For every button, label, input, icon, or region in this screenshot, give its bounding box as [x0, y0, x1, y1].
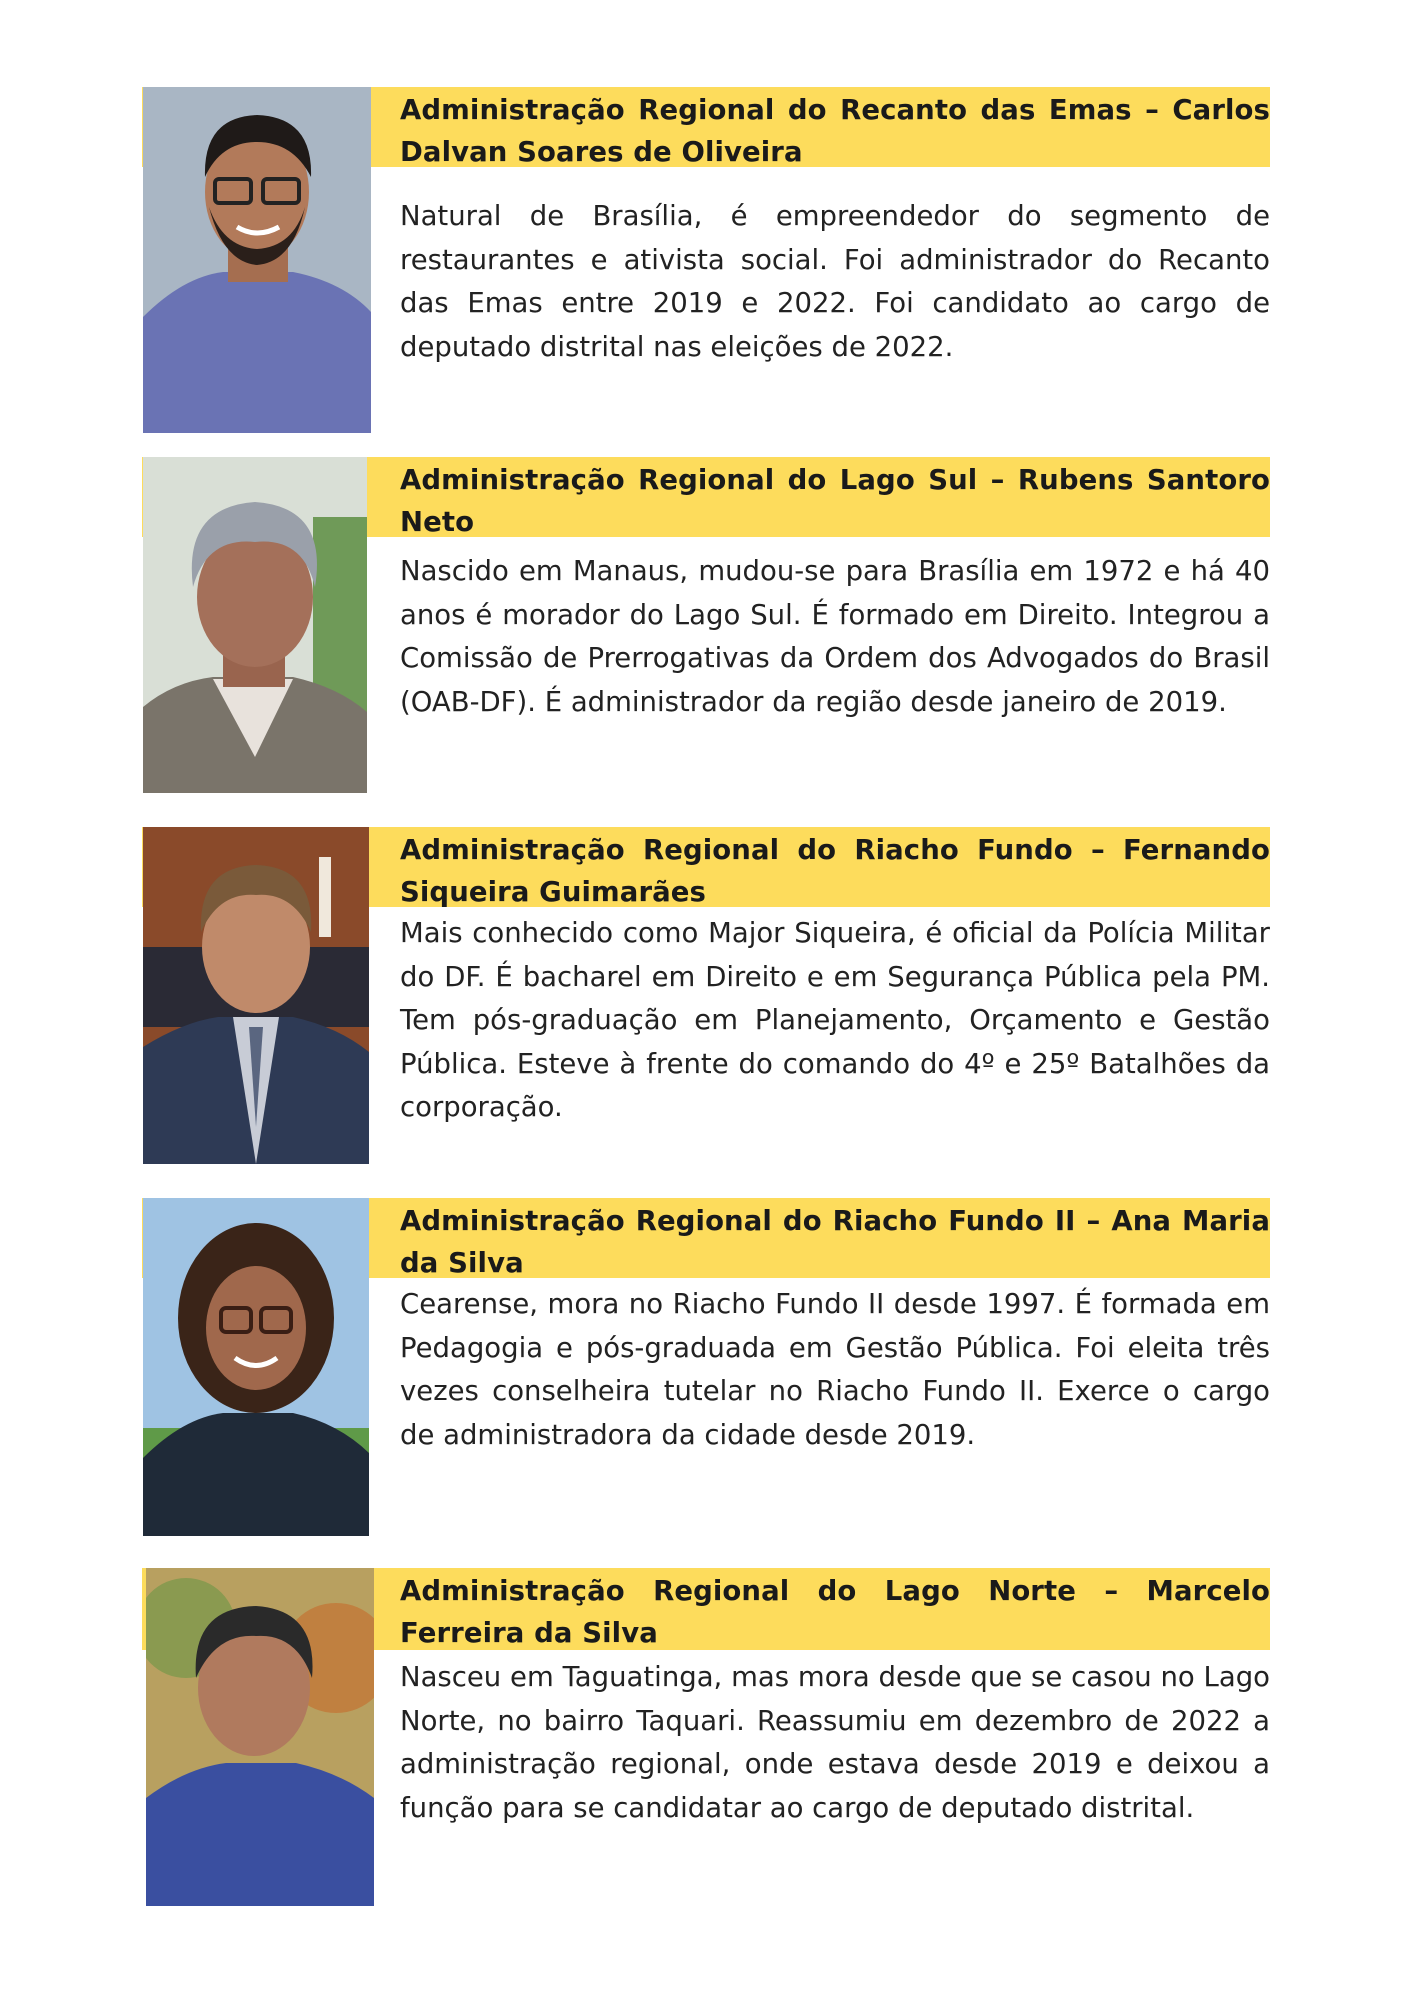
- entry-title: Administração Regional do Recanto das Emas – Carlos Dalvan Soares de Oliveira: [400, 94, 1270, 168]
- entry-title: Administração Regional do Lago Norte – Marcelo Ferreira da Silva: [400, 1575, 1270, 1649]
- profile-card: [142, 87, 1270, 433]
- portrait-photo: [146, 1568, 374, 1906]
- entry-description: Nascido em Manaus, mudou-se para Brasília em 1972 e há 40 anos é morador do Lago Sul. É formado em Direito. Integrou a Comissão de Prerrogativas da Ordem dos Advogados do Brasil (OAB-DF). É administrador da região desde janeiro de 2019.: [400, 555, 1270, 718]
- entry-description: Mais conhecido como Major Siqueira, é oficial da Polícia Militar do DF. É bacharel em Direito e em Segurança Pública pela PM. Tem pós-graduação em Planejamento, Orçamento e Gestão Pública. Esteve à frente do comando do 4º e 25º Batalhões da corporação.: [400, 917, 1270, 1123]
- profile-card: [142, 1568, 1270, 1906]
- portrait-photo: [143, 87, 371, 433]
- entry-description: Natural de Brasília, é empreendedor do segmento de restaurantes e ativista social. Foi administrador do Recanto das Emas entre 2019 e 2022. Foi candidato ao cargo de deputado distrital nas eleições de 2022.: [400, 200, 1270, 363]
- entry-description: Nasceu em Taguatinga, mas mora desde que se casou no Lago Norte, no bairro Taquari. Reassumiu em dezembro de 2022 a administração regional, onde estava desde 2019 e deixou a função para se candidatar ao cargo de deputado distrital.: [400, 1661, 1270, 1824]
- entry-title: Administração Regional do Riacho Fundo – Fernando Siqueira Guimarães: [400, 834, 1270, 908]
- profile-card: [142, 457, 1270, 793]
- entry-description: Cearense, mora no Riacho Fundo II desde 1997. É formada em Pedagogia e pós-graduada em Gestão Pública. Foi eleita três vezes conselheira tutelar no Riacho Fundo II. Exerce o cargo de administradora da cidade desde 2019.: [400, 1288, 1270, 1451]
- profile-card: [142, 827, 1270, 1164]
- portrait-photo: [143, 1198, 369, 1536]
- portrait-photo: [143, 827, 369, 1164]
- entry-title: Administração Regional do Riacho Fundo II – Ana Maria da Silva: [400, 1205, 1270, 1279]
- entry-title: Administração Regional do Lago Sul – Rubens Santoro Neto: [400, 464, 1270, 538]
- portrait-photo: [143, 457, 367, 793]
- profile-card: [142, 1198, 1270, 1536]
